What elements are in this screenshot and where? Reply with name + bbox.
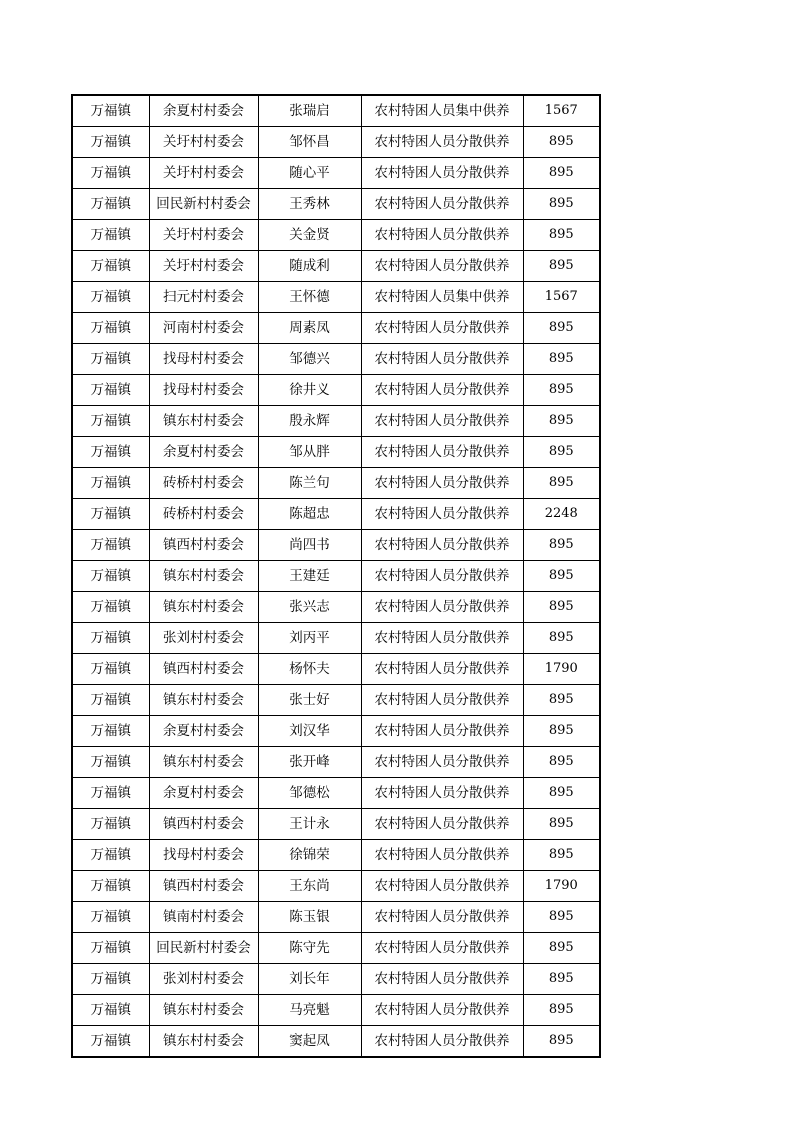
cell-village-committee: 镇东村村委会 [149,1026,258,1058]
cell-amount: 895 [523,158,600,189]
cell-support-type: 农村特困人员分散供养 [361,158,523,189]
cell-town: 万福镇 [72,592,149,623]
cell-person-name: 刘丙平 [258,623,361,654]
cell-person-name: 周素凤 [258,313,361,344]
table-row [72,189,600,220]
cell-town: 万福镇 [72,220,149,251]
cell-village-committee: 河南村村委会 [149,313,258,344]
cell-village-committee: 镇西村村委会 [149,871,258,902]
cell-support-type: 农村特困人员分散供养 [361,530,523,561]
cell-amount: 1790 [523,871,600,902]
cell-person-name: 张兴志 [258,592,361,623]
table-row [72,95,600,127]
cell-support-type: 农村特困人员分散供养 [361,995,523,1026]
cell-village-committee: 回民新村村委会 [149,189,258,220]
cell-village-committee: 找母村村委会 [149,344,258,375]
cell-amount: 895 [523,189,600,220]
cell-support-type: 农村特困人员分散供养 [361,344,523,375]
cell-support-type: 农村特困人员分散供养 [361,499,523,530]
cell-town: 万福镇 [72,747,149,778]
cell-village-committee: 镇西村村委会 [149,530,258,561]
cell-town: 万福镇 [72,344,149,375]
cell-village-committee: 关圩村村委会 [149,127,258,158]
cell-person-name: 陈超忠 [258,499,361,530]
cell-village-committee: 镇东村村委会 [149,995,258,1026]
table-row [72,964,600,995]
cell-village-committee: 关圩村村委会 [149,251,258,282]
cell-support-type: 农村特困人员分散供养 [361,809,523,840]
cell-town: 万福镇 [72,437,149,468]
cell-amount: 895 [523,902,600,933]
cell-village-committee: 镇东村村委会 [149,592,258,623]
cell-amount: 895 [523,809,600,840]
cell-person-name: 张开峰 [258,747,361,778]
cell-person-name: 关金贤 [258,220,361,251]
table-row [72,840,600,871]
table-row [72,809,600,840]
cell-amount: 895 [523,995,600,1026]
cell-village-committee: 余夏村村委会 [149,95,258,127]
cell-village-committee: 扫元村村委会 [149,282,258,313]
table-row [72,1026,600,1058]
cell-person-name: 张瑞启 [258,95,361,127]
cell-town: 万福镇 [72,809,149,840]
cell-village-committee: 余夏村村委会 [149,716,258,747]
cell-amount: 895 [523,592,600,623]
cell-village-committee: 张刘村村委会 [149,964,258,995]
table-row [72,623,600,654]
cell-support-type: 农村特困人员分散供养 [361,654,523,685]
cell-person-name: 邹德松 [258,778,361,809]
cell-person-name: 杨怀夫 [258,654,361,685]
table-row [72,592,600,623]
cell-village-committee: 镇东村村委会 [149,561,258,592]
cell-amount: 895 [523,716,600,747]
cell-town: 万福镇 [72,375,149,406]
cell-person-name: 徐井义 [258,375,361,406]
table-row [72,220,600,251]
cell-village-committee: 余夏村村委会 [149,437,258,468]
cell-support-type: 农村特困人员分散供养 [361,406,523,437]
cell-town: 万福镇 [72,406,149,437]
cell-support-type: 农村特困人员集中供养 [361,95,523,127]
cell-person-name: 王东尚 [258,871,361,902]
cell-person-name: 王计永 [258,809,361,840]
cell-amount: 895 [523,127,600,158]
cell-amount: 895 [523,840,600,871]
cell-support-type: 农村特困人员分散供养 [361,592,523,623]
cell-town: 万福镇 [72,561,149,592]
cell-town: 万福镇 [72,468,149,499]
cell-support-type: 农村特困人员分散供养 [361,313,523,344]
cell-village-committee: 找母村村委会 [149,840,258,871]
cell-support-type: 农村特困人员分散供养 [361,871,523,902]
cell-amount: 895 [523,933,600,964]
table-row [72,127,600,158]
cell-village-committee: 镇东村村委会 [149,747,258,778]
cell-person-name: 刘汉华 [258,716,361,747]
cell-town: 万福镇 [72,654,149,685]
cell-amount: 2248 [523,499,600,530]
cell-person-name: 邹德兴 [258,344,361,375]
cell-support-type: 农村特困人员分散供养 [361,716,523,747]
cell-village-committee: 找母村村委会 [149,375,258,406]
table-row [72,158,600,189]
cell-person-name: 邹从胖 [258,437,361,468]
cell-amount: 1790 [523,654,600,685]
cell-town: 万福镇 [72,127,149,158]
cell-amount: 895 [523,313,600,344]
table-row [72,933,600,964]
cell-amount: 895 [523,406,600,437]
cell-amount: 895 [523,251,600,282]
cell-person-name: 王建廷 [258,561,361,592]
cell-amount: 895 [523,747,600,778]
cell-amount: 895 [523,964,600,995]
cell-support-type: 农村特困人员分散供养 [361,778,523,809]
cell-town: 万福镇 [72,282,149,313]
cell-amount: 895 [523,1026,600,1058]
cell-amount: 895 [523,220,600,251]
cell-person-name: 陈兰句 [258,468,361,499]
cell-support-type: 农村特困人员分散供养 [361,220,523,251]
cell-support-type: 农村特困人员分散供养 [361,468,523,499]
table-row [72,902,600,933]
cell-amount: 895 [523,375,600,406]
cell-support-type: 农村特困人员分散供养 [361,189,523,220]
cell-village-committee: 关圩村村委会 [149,220,258,251]
cell-town: 万福镇 [72,251,149,282]
cell-support-type: 农村特困人员分散供养 [361,902,523,933]
table-row [72,437,600,468]
cell-amount: 895 [523,778,600,809]
table-row [72,499,600,530]
cell-village-committee: 张刘村村委会 [149,623,258,654]
cell-village-committee: 余夏村村委会 [149,778,258,809]
cell-town: 万福镇 [72,313,149,344]
cell-support-type: 农村特困人员分散供养 [361,375,523,406]
cell-village-committee: 镇东村村委会 [149,406,258,437]
cell-support-type: 农村特困人员分散供养 [361,933,523,964]
cell-person-name: 陈玉银 [258,902,361,933]
cell-person-name: 殷永辉 [258,406,361,437]
cell-support-type: 农村特困人员分散供养 [361,561,523,592]
cell-town: 万福镇 [72,95,149,127]
cell-person-name: 刘长年 [258,964,361,995]
cell-person-name: 张士好 [258,685,361,716]
table-row [72,778,600,809]
table-row [72,871,600,902]
table-row [72,654,600,685]
cell-person-name: 王秀林 [258,189,361,220]
table-row [72,530,600,561]
cell-support-type: 农村特困人员分散供养 [361,747,523,778]
cell-amount: 895 [523,344,600,375]
cell-town: 万福镇 [72,716,149,747]
cell-town: 万福镇 [72,158,149,189]
cell-village-committee: 回民新村村委会 [149,933,258,964]
cell-support-type: 农村特困人员分散供养 [361,623,523,654]
cell-support-type: 农村特困人员分散供养 [361,127,523,158]
cell-town: 万福镇 [72,530,149,561]
table-row [72,406,600,437]
table-row [72,716,600,747]
cell-town: 万福镇 [72,685,149,716]
cell-village-committee: 砖桥村村委会 [149,468,258,499]
cell-person-name: 邹怀昌 [258,127,361,158]
cell-support-type: 农村特困人员分散供养 [361,964,523,995]
cell-amount: 895 [523,468,600,499]
cell-town: 万福镇 [72,933,149,964]
cell-village-committee: 镇东村村委会 [149,685,258,716]
cell-amount: 895 [523,437,600,468]
cell-town: 万福镇 [72,499,149,530]
table-row [72,685,600,716]
cell-support-type: 农村特困人员分散供养 [361,437,523,468]
cell-amount: 895 [523,530,600,561]
cell-town: 万福镇 [72,189,149,220]
cell-amount: 895 [523,685,600,716]
cell-person-name: 随心平 [258,158,361,189]
cell-support-type: 农村特困人员分散供养 [361,1026,523,1058]
table-body [72,95,600,1057]
cell-person-name: 徐锦荣 [258,840,361,871]
table-row [72,282,600,313]
cell-village-committee: 镇南村村委会 [149,902,258,933]
cell-town: 万福镇 [72,778,149,809]
assistance-table [71,94,601,1058]
cell-person-name: 马亮魁 [258,995,361,1026]
cell-amount: 895 [523,623,600,654]
cell-support-type: 农村特困人员分散供养 [361,840,523,871]
table-row [72,747,600,778]
table-row [72,375,600,406]
cell-town: 万福镇 [72,964,149,995]
cell-person-name: 陈守先 [258,933,361,964]
cell-town: 万福镇 [72,840,149,871]
table-row [72,995,600,1026]
cell-person-name: 窦起凤 [258,1026,361,1058]
cell-village-committee: 关圩村村委会 [149,158,258,189]
cell-town: 万福镇 [72,623,149,654]
cell-village-committee: 镇西村村委会 [149,809,258,840]
cell-person-name: 尚四书 [258,530,361,561]
table-row [72,251,600,282]
table-row [72,468,600,499]
cell-amount: 1567 [523,95,600,127]
cell-village-committee: 镇西村村委会 [149,654,258,685]
cell-town: 万福镇 [72,902,149,933]
cell-town: 万福镇 [72,1026,149,1058]
cell-amount: 895 [523,561,600,592]
cell-support-type: 农村特困人员分散供养 [361,251,523,282]
cell-support-type: 农村特困人员分散供养 [361,685,523,716]
table-row [72,344,600,375]
cell-town: 万福镇 [72,871,149,902]
cell-amount: 1567 [523,282,600,313]
cell-support-type: 农村特困人员集中供养 [361,282,523,313]
table-row [72,313,600,344]
cell-person-name: 王怀德 [258,282,361,313]
cell-town: 万福镇 [72,995,149,1026]
cell-village-committee: 砖桥村村委会 [149,499,258,530]
cell-person-name: 随成利 [258,251,361,282]
table-row [72,561,600,592]
